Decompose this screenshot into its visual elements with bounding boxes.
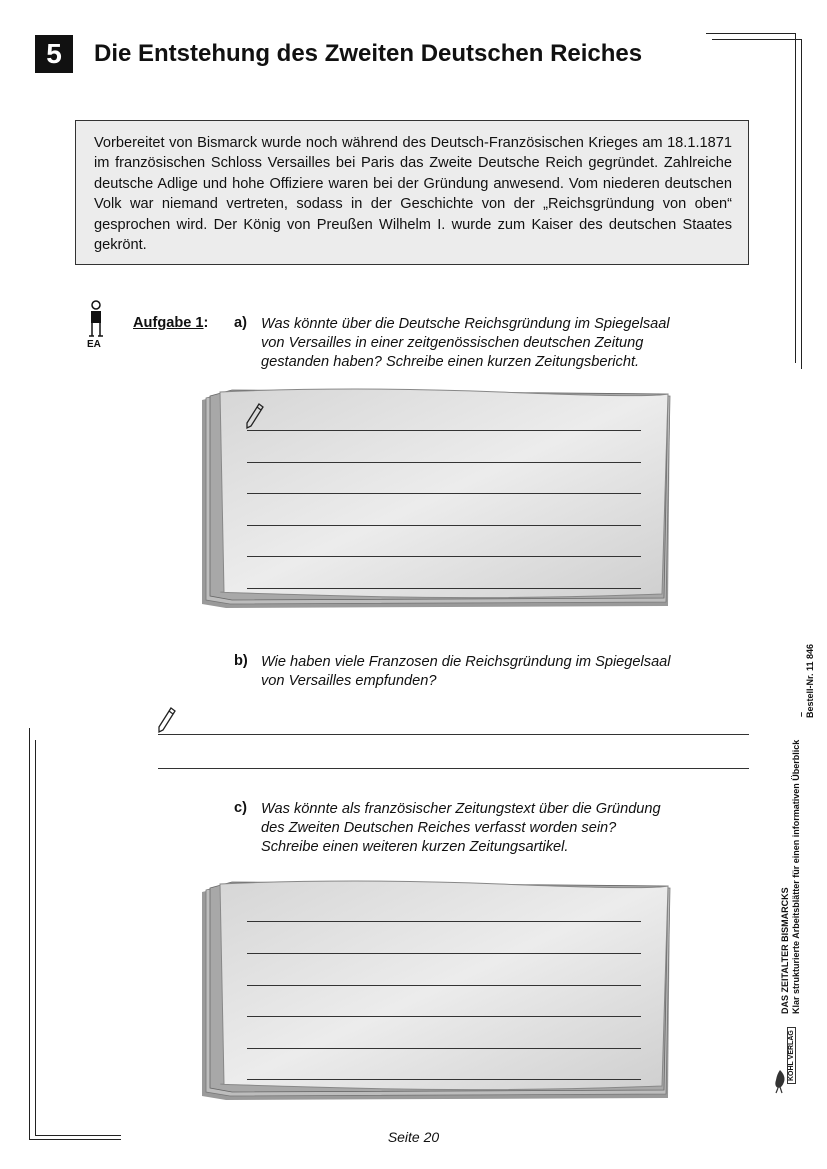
pencil-icon[interactable] [157,706,177,734]
frame-line [35,740,36,1136]
series-info [780,740,802,1014]
question-a-text [261,315,670,372]
intro-text: Vorbereitet von Bismarck wurde noch während des Deutsch-Französischen Krieges am 18.1.1871 im französischen Schloss Versailles bei Paris das Zweite Deutsche Reich gegründet. Zahlreiche deutsche Adlige und hohe Offiziere waren bei der Gründung anwesend. Vom niederen deutschen Volk war niemand vertreten, sodass in der Geschichte von der „Reichsgründung von oben“ gesprochen wird. Der König von Preußen Wilhelm I. wurde zum Kaiser des deutschen Staates gekrönt. [94,135,732,254]
sidebar-dash: – [796,711,806,717]
series-subtitle: Klar strukturierte Arbeitsblätter für einen informativen Überblick [791,739,801,1014]
writing-line[interactable] [247,525,641,526]
task-label-colon: : [203,315,209,331]
task-label-text: Aufgabe 1 [133,315,204,331]
frame-line [706,33,796,34]
question-line: Was könnte als französischer Zeitungstext über die Gründung [261,801,661,817]
question-line: Was könnte über die Deutsche Reichsgründung im Spiegelsaal [261,316,670,332]
person-icon [86,300,106,338]
question-line: von Versailles empfunden? [261,673,437,689]
publisher-logo-icon [772,1068,788,1094]
frame-line [712,39,802,40]
writing-line[interactable] [247,462,641,463]
frame-line [801,39,802,369]
question-c-letter: c) [234,800,247,816]
writing-line[interactable] [247,1016,641,1017]
page-number: Seite 20 [387,1129,440,1145]
question-b-text [261,653,671,691]
writing-line[interactable] [247,985,641,986]
order-number-text: Bestell-Nr. 11 846 [805,643,815,718]
writing-line[interactable] [247,430,641,431]
pencil-icon[interactable] [245,402,265,430]
writing-line[interactable] [247,1079,641,1080]
question-line: Schreibe einen weiteren kurzen Zeitungsartikel. [261,839,569,855]
newspaper-writing-area-c [200,878,672,1106]
chapter-number: 5 [35,35,73,73]
question-line: Wie haben viele Franzosen die Reichsgründung im Spiegelsaal [261,654,671,670]
writing-line[interactable] [158,734,749,735]
question-line: gestanden haben? Schreibe einen kurzen Zeitungsbericht. [261,354,640,370]
order-number [805,644,815,718]
frame-line [795,33,796,363]
frame-line [29,728,30,1140]
question-c-text [261,800,661,857]
series-title: DAS ZEITALTER BISMARCKS [780,887,790,1014]
writing-line[interactable] [247,493,641,494]
writing-line[interactable] [247,556,641,557]
question-line: von Versailles in einer zeitgenössischen deutschen Zeitung [261,335,644,351]
writing-line[interactable] [247,921,641,922]
publisher-logo-text: KOHL VERLAG [787,1027,796,1084]
writing-line[interactable] [158,768,749,769]
work-form-label: EA [87,339,101,350]
page-title: Die Entstehung des Zweiten Deutschen Reiches [94,40,643,67]
question-line: des Zweiten Deutschen Reiches verfasst worden sein? [261,820,617,836]
writing-line[interactable] [247,588,641,589]
task-label [133,315,208,331]
writing-line[interactable] [247,953,641,954]
writing-line[interactable] [247,1048,641,1049]
intro-box [75,120,749,265]
question-a-letter: a) [234,315,247,331]
newspaper-writing-area-a [200,386,672,614]
question-b-letter: b) [234,653,248,669]
